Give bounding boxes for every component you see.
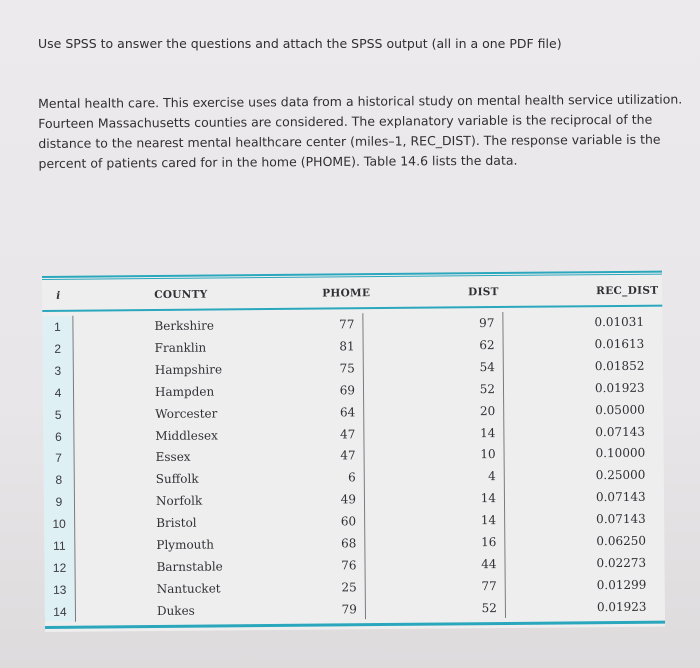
row-county: Norfolk xyxy=(155,493,203,509)
row-dist: 20 xyxy=(479,403,496,418)
row-index: 10 xyxy=(52,516,66,532)
row-phome: 79 xyxy=(341,601,357,617)
row-county: Worcester xyxy=(155,406,218,421)
row-phome: 77 xyxy=(339,317,355,332)
row-index: 9 xyxy=(55,495,63,510)
row-dist: 44 xyxy=(481,556,497,572)
row-index: 3 xyxy=(54,363,62,378)
row-rec-dist: 0.01031 xyxy=(594,314,645,330)
row-phome: 6 xyxy=(348,470,356,485)
row-index: 5 xyxy=(54,407,62,422)
row-rec-dist: 0.07143 xyxy=(596,511,646,527)
row-phome: 25 xyxy=(341,580,357,595)
header-rec-dist: REC_DIST xyxy=(596,284,659,298)
header-county: COUNTY xyxy=(154,288,208,302)
row-dist: 97 xyxy=(479,316,495,331)
row-rec-dist: 0.25000 xyxy=(595,468,646,483)
row-county: Berkshire xyxy=(154,318,214,334)
row-county: Middlesex xyxy=(155,427,218,443)
row-phome: 64 xyxy=(339,404,356,419)
header-dist: DIST xyxy=(468,286,499,299)
row-county: Plymouth xyxy=(156,537,214,553)
row-county: Hampshire xyxy=(154,362,223,377)
row-index: 1 xyxy=(54,319,61,334)
row-dist: 62 xyxy=(479,337,495,353)
row-rec-dist: 0.01299 xyxy=(596,577,647,592)
row-phome: 47 xyxy=(340,448,356,463)
row-rec-dist: 0.01923 xyxy=(594,380,645,395)
header-phome: PHOME xyxy=(322,287,371,300)
row-dist: 77 xyxy=(481,578,497,593)
data-table xyxy=(42,271,665,632)
row-phome: 81 xyxy=(339,339,355,354)
row-rec-dist: 0.01852 xyxy=(594,358,645,373)
row-county: Dukes xyxy=(156,603,195,618)
row-dist: 10 xyxy=(480,447,496,462)
row-county: Barnstable xyxy=(156,559,223,574)
row-county: Bristol xyxy=(156,515,197,531)
row-county: Hampden xyxy=(154,384,215,399)
row-county: Franklin xyxy=(154,340,207,355)
row-phome: 75 xyxy=(339,361,355,376)
row-dist: 14 xyxy=(480,513,497,528)
row-rec-dist: 0.07143 xyxy=(595,424,646,439)
row-dist: 52 xyxy=(481,600,497,615)
instruction-text: Use SPSS to answer the questions and attach the SPSS output (all in a one PDF file) xyxy=(38,36,562,51)
row-rec-dist: 0.05000 xyxy=(595,402,645,417)
problem-statement: Mental health care. This exercise uses data from a historical study on mental health service utilization. Fourteen Massachusetts counties are considered. The explanatory variable is the reciprocal of the distance to the nearest mental healthcare center (miles–1, REC_DIST). The response variable is the percent of patients cared for in the home (PHOME). Table 14.6 lists the data. xyxy=(38,91,683,171)
row-index: 8 xyxy=(55,473,63,488)
row-phome: 47 xyxy=(340,426,356,441)
row-index: 2 xyxy=(54,341,62,356)
row-rec-dist: 0.01613 xyxy=(594,336,645,352)
row-index: 6 xyxy=(54,429,62,444)
row-dist: 52 xyxy=(479,381,496,396)
row-rec-dist: 0.10000 xyxy=(595,446,646,461)
row-index: 4 xyxy=(54,385,62,400)
row-county: Essex xyxy=(155,450,191,465)
row-index: 11 xyxy=(53,538,66,553)
row-dist: 16 xyxy=(480,535,497,550)
row-phome: 49 xyxy=(340,492,357,507)
row-index: 12 xyxy=(52,560,67,575)
row-rec-dist: 0.01923 xyxy=(596,599,647,614)
row-county: Nantucket xyxy=(156,581,221,596)
header-index: i xyxy=(56,289,61,302)
row-rec-dist: 0.06250 xyxy=(596,533,647,549)
row-index: 7 xyxy=(55,451,62,466)
row-dist: 4 xyxy=(488,469,496,484)
table-header-rule xyxy=(42,305,662,312)
row-county: Suffolk xyxy=(155,471,199,487)
row-rec-dist: 0.07143 xyxy=(595,489,646,505)
row-phome: 60 xyxy=(340,514,357,529)
row-phome: 76 xyxy=(341,558,357,573)
row-phome: 69 xyxy=(339,382,356,398)
row-phome: 68 xyxy=(341,536,357,551)
row-dist: 14 xyxy=(480,491,497,506)
row-rec-dist: 0.02273 xyxy=(596,555,647,571)
row-dist: 14 xyxy=(480,425,496,440)
row-index: 14 xyxy=(53,604,67,619)
row-dist: 54 xyxy=(479,359,495,374)
row-index: 13 xyxy=(52,582,67,597)
